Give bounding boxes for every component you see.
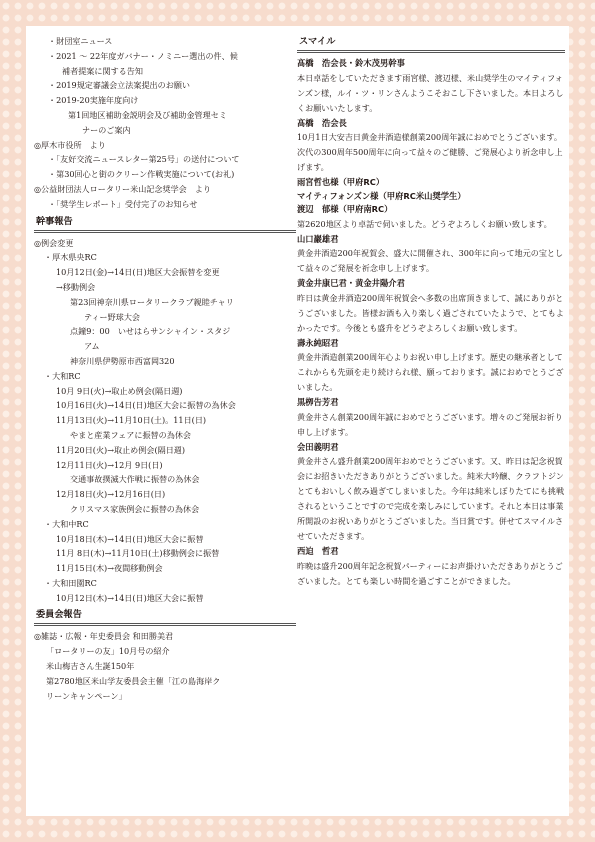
section-heading-smile: スマイル <box>297 34 565 53</box>
list-line: 交通事故撲滅大作戦に振替の為休会 <box>70 474 200 485</box>
smile-entry <box>297 277 565 336</box>
list-line: ・2021 ～ 22年度ガバナー・ノミニー選出の件、候 <box>48 50 238 61</box>
member-name: 髙橋 浩会長 <box>297 117 347 128</box>
list-line: ・第30回心と街のクリーン作戦実施について(お礼) <box>48 169 235 180</box>
list-line: ・2019-20実施年度向け <box>48 95 139 106</box>
list-line: ・大和中RC <box>44 518 89 529</box>
section-heading-committee: 委員会報告 <box>34 607 296 626</box>
member-name: マイティフォンズン様（甲府RC米山奨学生） <box>297 190 466 201</box>
list-line: →移動例会 <box>56 281 96 292</box>
member-name: 渡辺 郁様（甲府南RC） <box>297 204 393 214</box>
smile-entry <box>297 233 565 277</box>
smile-message: 昨日は黄金井酒造200周年祝賀会へ多数の出席頂きまして、誠にありがとうございました。皆様お酒も入り楽しく過ごされていたようで、とてもよかったです。今後とも盛升をどうぞよろしくお願い致します。 <box>297 292 564 333</box>
list-line: 第23回神奈川県ロータリークラブ親睦チャリ <box>70 296 234 307</box>
member-name: 雨宮哲也様（甲府RC） <box>297 177 385 187</box>
list-line: ティー野球大会 <box>84 311 141 322</box>
list-line: 10月16日(火)→14日(日)地区大会に振替の為休会 <box>56 400 236 411</box>
list-line: ◎例会変更 <box>34 237 74 248</box>
list-line: ・財団室ニュース <box>48 36 113 46</box>
smile-message: 10月1日大安吉日黄金井酒造様創業200周年誠におめでとうございます。次代の300周年500周年に向って益々のご健勝、ご発展心より祈念申し上げます。 <box>297 132 563 172</box>
correspondence-list <box>34 34 296 212</box>
smile-entry <box>297 396 565 440</box>
smile-message: 黄金井酒造200年祝賀会、盛大に開催され、300年に向って地元の宝として益々のご発展を祈念申し上げます。 <box>297 248 564 273</box>
list-line: 米山梅吉さん生誕150年 <box>46 661 135 672</box>
page <box>26 26 569 816</box>
list-line: ・「友好交流ニュースレター第25号」の送付について <box>48 154 240 165</box>
smile-message: 第2620地区より卓話で伺いました。どうぞよろしくお願い致します。 <box>297 218 552 229</box>
list-line: ・2019規定審議会立法案提出のお願い <box>48 80 191 91</box>
smile-entries <box>297 57 565 589</box>
smile-message: 本日卓話をしていただきます雨宮様、渡辺様、米山奨学生のマイティフォンズン様，ルイ・ツ・リンさんようこそおこし下さいました。本日よろしくお願いいたします。 <box>297 72 564 113</box>
list-line: 神奈川県伊勢原市西富岡320 <box>70 355 175 366</box>
left-column <box>34 34 296 703</box>
list-line: ◎厚木市役所 より <box>34 139 106 150</box>
list-line: 11月 8日(木)→11月10日(土)移動例会に振替 <box>56 548 220 559</box>
list-line: やまと産業フェアに振替の為休会 <box>70 429 192 440</box>
smile-entry <box>297 545 565 589</box>
kanji-report-list <box>34 236 296 606</box>
smile-message: 黄金井さん盛升創業200周年おめでとうございます。又、昨日は記念祝賀会にお招きいただきありがとうございました。純米大吟醸、クラフトジンとてもおいしく飲み過ぎてしまいました。今年は純米しぼりたてにも挑戦されるということですので完成を楽しみにしています。それと本日は事業所開設のお祝いありがとうございました。当日賞です。併せてスマイルさせていただきます。 <box>297 456 565 541</box>
list-line: 10月 9日(火)→取止め例会(隔日週) <box>56 385 183 396</box>
list-line: 12月18日(火)→12月16日(日) <box>56 489 166 500</box>
smile-entry <box>297 57 565 116</box>
smile-entry <box>297 337 565 396</box>
list-line: ・大和RC <box>44 370 81 381</box>
list-line: ・厚木県央RC <box>44 252 97 263</box>
member-name: 黄金井康巳君・黄金井陽介君 <box>297 278 405 288</box>
member-name: 黒栁告芳君 <box>297 397 339 407</box>
list-line: 「ロータリーの友」10月号の紹介 <box>46 646 170 657</box>
smile-entry <box>297 441 565 545</box>
member-name: 山口巖雄君 <box>297 233 339 244</box>
member-name: 髙橋 浩会長・鈴木茂男幹事 <box>297 58 405 68</box>
list-line: アム <box>84 341 100 352</box>
list-line: ◎雑誌・広報・年史委員会 和田勝美君 <box>34 631 174 642</box>
list-line: 点鐘9：00 いせはらサンシャイン・スタジ <box>70 326 231 337</box>
committee-report-list <box>34 629 296 703</box>
list-line: 10月18日(木)→14日(日)地区大会に振替 <box>56 533 204 544</box>
list-line: 10月12日(金)→14日(日)地区大会振替を変更 <box>56 267 220 278</box>
list-line: 11月13日(火)→11月10日(土)。11日(日) <box>56 415 207 426</box>
list-line: ナーのご案内 <box>82 124 131 135</box>
right-column <box>297 34 565 590</box>
section-heading-kanji: 幹事報告 <box>34 214 296 233</box>
smile-message: 黄金井酒造創業200周年心よりお祝い申し上げます。歴史の継承者としてこれからも先頭を走り続けられ様、願っております。誠におめでとうございました。 <box>297 352 564 392</box>
list-line: ・大和田園RC <box>44 577 97 588</box>
list-line: 10月12日(木)→14日(日)地区大会に振替 <box>56 592 204 603</box>
smile-entry <box>297 176 565 232</box>
list-line: クリスマス家族例会に振替の為休会 <box>70 503 200 514</box>
smile-message: 黄金井さん創業200周年誠におめでとうございます。増々のご発展お祈り申し上げます。 <box>297 411 563 437</box>
member-name: 西迫 哲君 <box>297 546 339 556</box>
list-line: ・「奨学生レポート」受付完了のお知らせ <box>48 198 198 209</box>
list-line: 11月20日(火)→取止め例会(隔日週) <box>56 444 186 455</box>
member-name: 会田義明君 <box>297 441 339 452</box>
list-line: リーンキャンペーン」 <box>46 690 127 701</box>
list-line: 12月11日(火)→12月 9日(日) <box>56 459 163 470</box>
list-line: 第1回地区補助金説明会及び補助金管理セミ <box>68 109 227 120</box>
list-line: 11月15日(木)→夜間移動例会 <box>56 563 163 574</box>
list-line: ◎公益財団法人ロータリー米山記念奨学会 より <box>34 183 212 194</box>
member-name: 壽永純昭君 <box>297 337 339 348</box>
list-line: 補者提案に関する告知 <box>62 65 143 76</box>
smile-entry <box>297 117 565 176</box>
list-line: 第2780地区米山学友委員会主催「江の島海岸ク <box>46 675 221 686</box>
smile-message: 昨晩は盛升200周年記念祝賀パーティーにお声掛けいただきありがとうございました。とても楽しい時間を過ごすことができました。 <box>297 560 563 586</box>
